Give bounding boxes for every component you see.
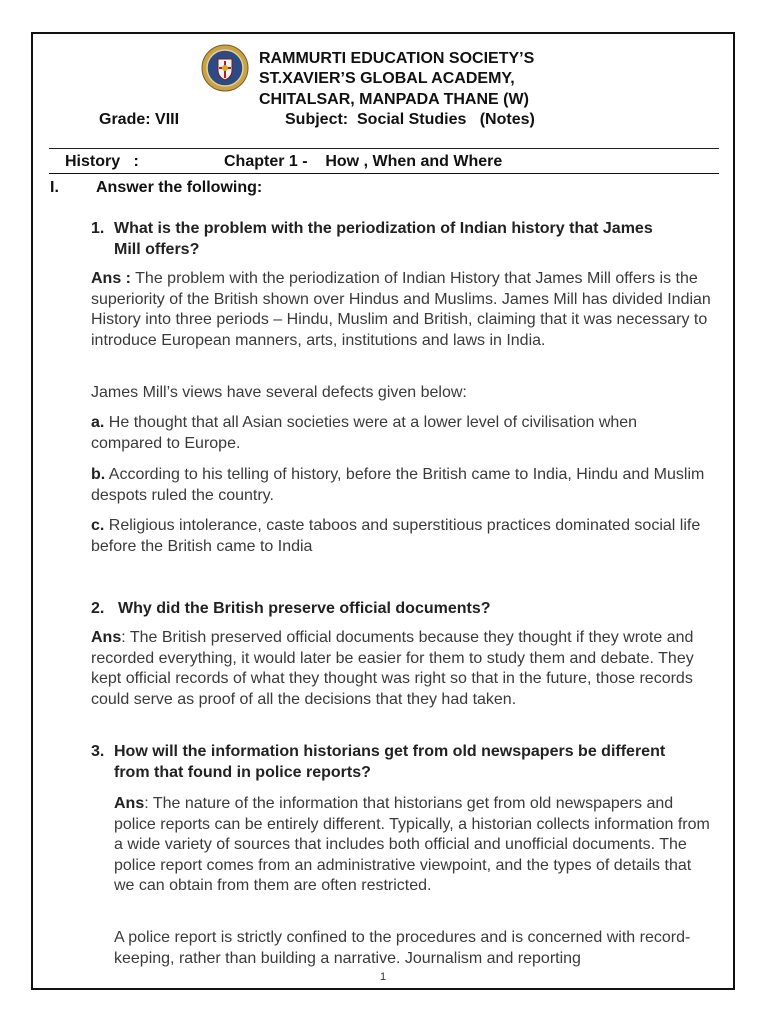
answer-1-paragraph	[91, 269, 721, 351]
chapter-divider	[49, 173, 719, 174]
school-crest-logo	[201, 44, 249, 92]
defect-b	[91, 465, 721, 506]
question-1-number: 1.	[91, 220, 105, 237]
defect-c	[91, 516, 711, 557]
defect-a-label: a.	[91, 414, 105, 431]
grade-label: Grade: VIII	[99, 111, 180, 128]
answer-1-text: The problem with the periodization of Indian History that James Mill offers is the superiority of the British shown over Hindus and Muslims. James Mill has divided Indian History into three periods – Hindu, Muslim and British, claiming that it was necessary to introduce European manners, arts, institutions and laws in India.	[91, 270, 711, 349]
defect-a	[91, 413, 703, 454]
question-2-number: 2.	[91, 600, 105, 617]
answer-1-label: Ans :	[91, 270, 131, 287]
section-title: Answer the following:	[96, 179, 263, 196]
question-3-line2: from that found in police reports?	[114, 764, 371, 781]
answer-3-paragraph	[114, 794, 710, 897]
question-2-text: Why did the British preserve official documents?	[118, 600, 491, 617]
question-3-line1: How will the information historians get from old newspapers be different	[114, 743, 666, 760]
question-3-number: 3.	[91, 743, 105, 760]
answer-3-label: Ans	[114, 795, 145, 812]
school-address: CHITALSAR, MANPADA THANE (W)	[259, 91, 529, 108]
subject-label: Subject: Social Studies (Notes)	[285, 111, 535, 128]
defect-c-text: Religious intolerance, caste taboos and superstitious practices dominated social life before the British came to India	[91, 517, 701, 555]
section-history-label: History :	[65, 153, 139, 170]
question-1-line1: What is the problem with the periodization of Indian history that James	[114, 220, 653, 237]
header-divider	[49, 148, 719, 149]
defect-b-text: According to his telling of history, before the British came to India, Hindu and Muslim despots ruled the country.	[91, 466, 705, 504]
answer-2-text: : The British preserved official documents because they thought if they wrote and recorded everything, it would later be easier for them to study them and debate. They kept official records of what they thought was right so that in the future, those records could serve as proof of all the decisions that they had taken.	[91, 629, 694, 708]
school-name: ST.XAVIER’S GLOBAL ACADEMY,	[259, 70, 515, 87]
section-roman-numeral: I.	[50, 179, 59, 196]
defect-c-label: c.	[91, 517, 105, 534]
answer-3-text: : The nature of the information that historians get from old newspapers and police reports can be entirely different. Typically, a historian collects information from a wide variety of sources that includes both official and unofficial documents. The police report comes from an administrative viewpoint, and the types of details that we can obtain from them are often restricted.	[114, 795, 710, 894]
society-name: RAMMURTI EDUCATION SOCIETY’S	[259, 50, 535, 67]
chapter-title: Chapter 1 - How , When and Where	[224, 153, 503, 170]
page-number: 1	[380, 971, 387, 983]
james-mill-views: James Mill’s views have several defects given below:	[91, 384, 467, 401]
defect-a-text: He thought that all Asian societies were at a lower level of civilisation when compared to Europe.	[91, 414, 638, 452]
question-1-line2: Mill offers?	[114, 241, 200, 258]
defect-b-label: b.	[91, 466, 106, 483]
answer-2-label: Ans	[91, 629, 122, 646]
answer-3-paragraph-2: A police report is strictly confined to the procedures and is concerned with record-keeping, rather than building a narrative. Journalism and reporting	[114, 929, 691, 967]
answer-2-paragraph	[91, 628, 723, 710]
